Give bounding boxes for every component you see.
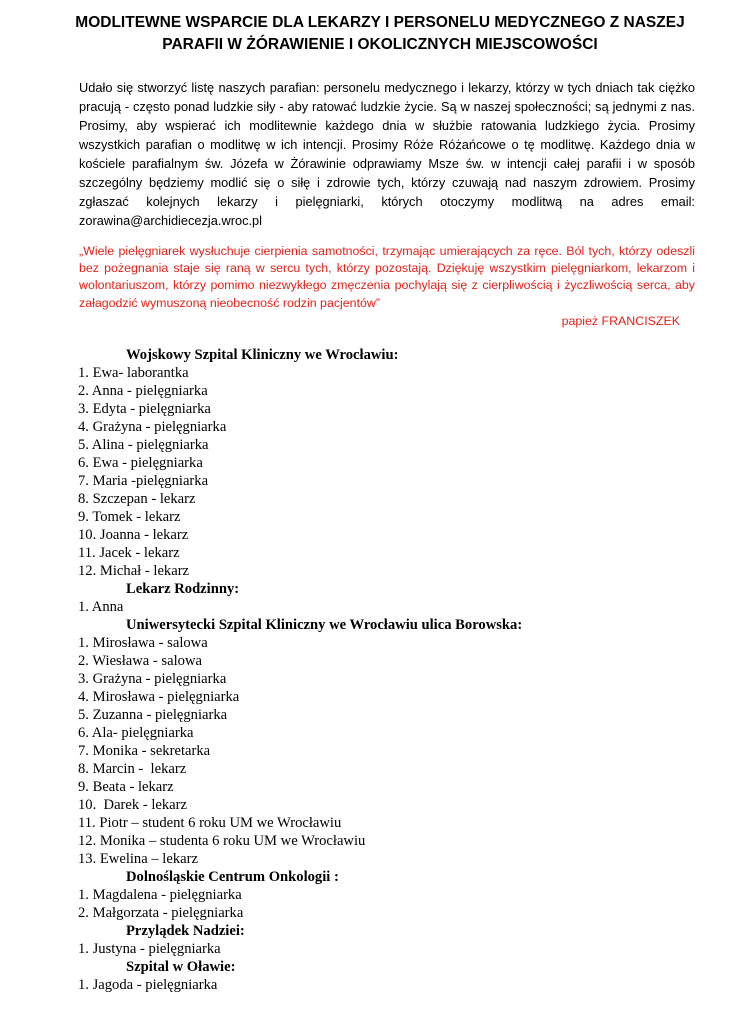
list-item: 10. Darek - lekarz <box>78 797 187 813</box>
hospital-section <box>78 346 698 580</box>
prayer-lists <box>78 346 698 994</box>
section-title: Szpital w Oławie: <box>126 959 236 975</box>
list-item: 5. Alina - pielęgniarka <box>78 437 209 453</box>
section-title: Uniwersytecki Szpital Kliniczny we Wrocławiu ulica Borowska: <box>126 617 523 633</box>
list-item: 9. Beata - lekarz <box>78 779 174 795</box>
hospital-section <box>78 616 698 868</box>
list-item: 3. Edyta - pielęgniarka <box>78 401 211 417</box>
list-item: 1. Mirosława - salowa <box>78 635 208 651</box>
list-item: 4. Mirosława - pielęgniarka <box>78 689 240 705</box>
list-item: 3. Grażyna - pielęgniarka <box>78 671 227 687</box>
page-title <box>60 12 700 56</box>
list-item: 12. Monika – studenta 6 roku UM we Wrocławiu <box>78 833 366 849</box>
hospital-section <box>78 868 698 922</box>
list-item: 8. Szczepan - lekarz <box>78 491 196 507</box>
list-item: 2. Wiesława - salowa <box>78 653 202 669</box>
quote-paragraph: „Wiele pielęgniarek wysłuchuje cierpienia samotności, trzymając umierających za ręce. Ból tych, którzy odeszli bez pożegnania staje się raną w sercu tych, którzy pozostają. Dziękuję wszystkim pielęgniarkom, lekarzom i wolontariuszom, którzy pomimo niezwykłego zmęczenia pochylają się z cierpliwością i życzliwością serca, aby załagodzić wymuszoną nieobecność rodzin pacjentów” <box>79 244 695 310</box>
section-title: Wojskowy Szpital Kliniczny we Wrocławiu: <box>126 347 399 363</box>
section-title: Lekarz Rodzinny: <box>126 581 240 597</box>
list-item: 11. Jacek - lekarz <box>78 545 180 561</box>
list-item: 1. Anna <box>78 599 124 615</box>
page-title-line-2: PARAFII W ŻÓRAWIENIE I OKOLICZNYCH MIEJSCOWOŚCI <box>162 36 598 53</box>
list-item: 1. Magdalena - pielęgniarka <box>78 887 242 903</box>
list-item: 4. Grażyna - pielęgniarka <box>78 419 227 435</box>
list-item: 10. Joanna - lekarz <box>78 527 189 543</box>
list-item: 2. Małgorzata - pielęgniarka <box>78 905 244 921</box>
list-item: 11. Piotr – student 6 roku UM we Wrocławiu <box>78 815 342 831</box>
list-item: 1. Justyna - pielęgniarka <box>78 941 221 957</box>
list-item: 6. Ewa - pielęgniarka <box>78 455 203 471</box>
section-title: Dolnośląskie Centrum Onkologii : <box>126 869 339 885</box>
section-title: Przylądek Nadziei: <box>126 923 245 939</box>
list-item: 6. Ala- pielęgniarka <box>78 725 194 741</box>
list-item: 7. Monika - sekretarka <box>78 743 211 759</box>
list-item: 13. Ewelina – lekarz <box>78 851 198 867</box>
list-item: 8. Marcin - lekarz <box>78 761 187 777</box>
page-title-line-1: MODLITEWNE WSPARCIE DLA LEKARZY I PERSONELU MEDYCZNEGO Z NASZEJ <box>75 14 685 31</box>
hospital-section <box>78 922 698 958</box>
list-item: 1. Ewa- laborantka <box>78 365 189 381</box>
list-item: 2. Anna - pielęgniarka <box>78 383 208 399</box>
hospital-section <box>78 580 698 616</box>
list-item: 5. Zuzanna - pielęgniarka <box>78 707 228 723</box>
list-item: 9. Tomek - lekarz <box>78 509 181 525</box>
list-item: 1. Jagoda - pielęgniarka <box>78 977 218 993</box>
hospital-section <box>78 958 698 994</box>
list-item: 12. Michał - lekarz <box>78 563 190 579</box>
quote-author: papież FRANCISZEK <box>561 314 680 328</box>
list-item: 7. Maria -pielęgniarka <box>78 473 209 489</box>
intro-paragraph: Udało się stworzyć listę naszych parafian: personelu medycznego i lekarzy, którzy w tych dniach tak ciężko pracują - często ponad ludzkie siły - aby ratować ludzkie życie. Są w naszej społeczności; są jednymi z nas. Prosimy, aby wspierać ich modlitewnie każdego dnia w służbie ratowania ludzkiego życia. Prosimy wszystkich parafian o modlitwę w ich intencji. Prosimy Róże Różańcowe o tę modlitwę. Każdego dnia w kościele parafialnym św. Józefa w Żórawinie odprawiamy Msze św. w intencji całej parafii i w sposób szczególny będziemy modlić się o siłę i zdrowie tych, którzy czuwają nad naszym zdrowiem. Prosimy zgłaszać kolejnych lekarzy i pielęgniarki, których otoczymy modlitwą na adres email: zorawina@archidiecezja.wroc.pl <box>79 80 695 228</box>
